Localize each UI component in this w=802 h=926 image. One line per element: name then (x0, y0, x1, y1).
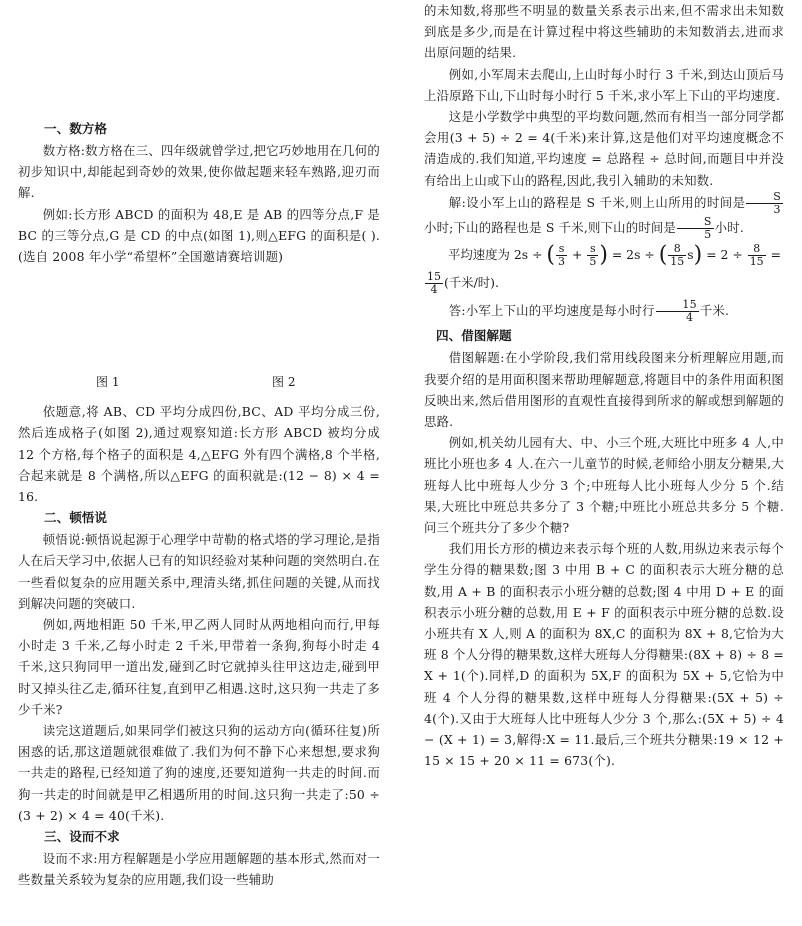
eq-mid: = 2s ÷ (611, 246, 655, 262)
section-4-solution: 我们用长方形的横边来表示每个班的人数,用纵边来表示每个学生分得的糖果数;图 3 中用 B + C 的面积表示大班分糖的总数,用 A + B 的面积表示小班分糖的总数;图 4 中用 D + E 的面积表示小班分糖的总数,用 E + F 的面积表示中班分糖的总数.设小班共有 X 人,则 A 的面积为 8X,C 的面积为 8X + 8,它恰为大班 8 个人分得的糖果数,这样大班每人分得糖果:(8X + 8) ÷ 8 = X + 1(个).同样,D 的面积为 5X,F 的面积为 5X + 5,它恰为中班 4 个人分得的糖果数,这样中班每人分得糖果:(5X + 5) ÷ 4(个).又由于大班每人比中班每人少分 3 个,那么:(5X + 5) ÷ 4 − (X + 1) = 3,解得:X = 11.最后,三个班共分糖果:19 × 12 + 15 × 15 + 20 × 11 = 673(个). (424, 541, 784, 769)
eq-tail: = 2 ÷ (706, 246, 743, 262)
section-4-title: 四、借图解题 (436, 328, 512, 344)
eq-s-var: s (687, 246, 694, 262)
paren-close: ) (599, 242, 608, 268)
section-3-intro: 设而不求:用方程解题是小学应用题解题的基本形式,然而对一些数量关系较为复杂的应用题,我们设一些辅助 (18, 851, 380, 888)
fraction-numerator: 15 (656, 299, 699, 312)
fraction-denominator: 5 (704, 227, 712, 241)
figure-1-caption: 图 1 (96, 375, 120, 390)
section-4-example: 例如,机关幼儿园有大、中、小三个班,大班比中班多 4 人,中班比小班也多 4 人.在六一儿童节的时候,老师给小朋友分糖果,大班每人比中班每人少分 3 个;中班每人比小班每人少分 5 个.结果,大班比中班总共多分了 3 个糖;中班比小班总共多分 5 个糖.问三个班共分了多少个糖? (424, 435, 784, 535)
fraction-numerator: s (556, 243, 567, 256)
answer-text-b: 千米. (699, 303, 730, 319)
section-2-title: 二、顿悟说 (44, 510, 107, 526)
fraction-denominator: 5 (589, 254, 597, 268)
section-3-example: 例如,小军周末去爬山,上山时每小时行 3 千米,到达山顶后马上沿原路下山,下山时每小时行 5 千米,求小军上下山的平均速度. (424, 66, 784, 103)
fraction-numerator: S (746, 191, 783, 204)
figure-captions (0, 361, 402, 401)
right-column (406, 0, 802, 771)
section-2-example: 例如,两地相距 50 千米,甲乙两人同时从两地相向而行,甲每小时走 3 千米,乙每小时走 2 千米,甲带着一条狗,狗每小时走 4 千米,这只狗同甲一道出发,碰到乙时它就掉头往甲这边走,碰到甲时又掉头往乙走,循环往复,直到甲乙相遇.这时,这只狗一共走了多少千米? (18, 617, 380, 717)
fraction-numerator: 8 (748, 243, 766, 256)
eq-plus: + (571, 246, 583, 262)
section-3-title: 三、设而不求 (44, 829, 120, 845)
fraction-numerator: s (587, 243, 598, 256)
solution-text-c: 小时. (714, 219, 744, 235)
average-speed-equation (406, 241, 802, 270)
fraction-denominator: 15 (749, 254, 764, 268)
answer-text-a: 答:小军上下山的平均速度是每小时行 (448, 303, 655, 319)
fraction-s-over-3 (746, 191, 783, 216)
result-unit: (千米/时). (444, 275, 499, 291)
section-3-analysis: 这是小学数学中典型的平均数问题,然而有相当一部分同学都会用(3 + 5) ÷ 2 = 4(千米)来计算,这是他们对平均速度概念不清造成的.我们知道,平均速度 = 总路程 ÷ 总时间,而题目中并没有给出上山或下山的路程,因此,我引入辅助的未知数. (424, 109, 784, 188)
eq-equals: = (770, 246, 782, 262)
section-1-title: 一、数方格 (44, 121, 107, 136)
fraction-numerator: 8 (668, 243, 686, 256)
fraction-denominator: 3 (558, 254, 566, 268)
section-3-continued: 的未知数,将那些不明显的数量关系表示出来,但不需求出未知数到底是多少,而是在计算过程中将这些辅助的未知数消去,进而求出原问题的结果. (424, 3, 784, 61)
eq-fraction-8-15 (668, 243, 686, 268)
section-1-solution: 依题意,将 AB、CD 平均分成四份,BC、AD 平均分成三份,然后连成格子(如图 2),通过观察知道:长方形 ABCD 被均分成 12 个方格,每个格子的面积是 4,△EFG 外有四个满格,8 个半格,合起来就是 8 个满格,所以△EFG 的面积就是:(12 − 8) × 4 = 16. (18, 404, 380, 505)
result-fraction-15-4 (425, 271, 443, 296)
section-2-analysis: 读完这道题后,如果同学们被这只狗的运动方向(循环往复)所困惑的话,那这道题就很难做了.我们为何不静下心来想想,要求狗一共走的路程,已经知道了狗的速度,还要知道狗一共走的时间.而狗一共走的时间就是甲乙相遇所用的时间.这只狗一共走了:50 ÷ (3 + 2) × 4 = 40(千米). (18, 723, 380, 823)
paren-open: ( (546, 242, 556, 268)
section-2-intro: 顿悟说:顿悟说起源于心理学中苛勒的格式塔的学习理论,是指人在后天学习中,依据人已有的知识经验对某种问题的突然明白.在一些看似复杂的应用题关系中,理清头绪,抓住问题的关键,从而找到解决问题的突破口. (18, 532, 380, 611)
fraction-numerator: 15 (427, 270, 441, 284)
paren-open: ( (658, 242, 668, 268)
fraction-denominator: 15 (670, 254, 685, 268)
left-top-blank (0, 0, 402, 118)
solution-text-a: 解:设小军上山的路程是 S 千米,则上山所用的时间是 (448, 194, 746, 210)
fraction-s-over-5 (677, 216, 714, 241)
section-1-intro: 数方格:数方格在三、四年级就曾学过,把它巧妙地用在几何的初步知识中,却能起到奇妙的效果,使你做起题来轻车熟路,迎刃而解. (18, 143, 380, 201)
equation-result (406, 269, 802, 297)
figure-area (0, 267, 402, 361)
eq-fraction-s-5 (587, 243, 598, 268)
left-column (0, 0, 402, 890)
solution-text-b: 小时;下山的路程也是 S 千米,则下山的时间是 (424, 219, 677, 235)
figure-2-caption: 图 2 (272, 375, 296, 390)
fraction-denominator: 4 (686, 311, 694, 325)
fraction-numerator: S (677, 216, 714, 229)
eq-fraction-8-15-b (748, 243, 766, 268)
section-3-answer (406, 297, 802, 325)
paren-close: ) (693, 242, 703, 268)
fraction-denominator: 4 (430, 283, 438, 297)
fraction-denominator: 3 (773, 202, 781, 216)
section-3-solution (406, 191, 802, 241)
answer-fraction (656, 299, 699, 324)
section-1-example: 例如:长方形 ABCD 的面积为 48,E 是 AB 的四等分点,F 是 BC 的三等分点,G 是 CD 的中点(如图 1),则△EFG 的面积是( ).(选自 2008 年小学“希望杯”全国邀请赛培训题) (18, 206, 380, 265)
section-4-intro: 借图解题:在小学阶段,我们常用线段图来分析理解应用题,而我要介绍的是用面积图来帮助理解题意,将题目中的条件用面积图反映出来,然后借用图形的直观性直接得到所求的解或想到解题的思路. (424, 350, 784, 429)
eq-fraction-s-3 (556, 243, 567, 268)
eq-lead: 平均速度为 2s ÷ (448, 246, 543, 262)
